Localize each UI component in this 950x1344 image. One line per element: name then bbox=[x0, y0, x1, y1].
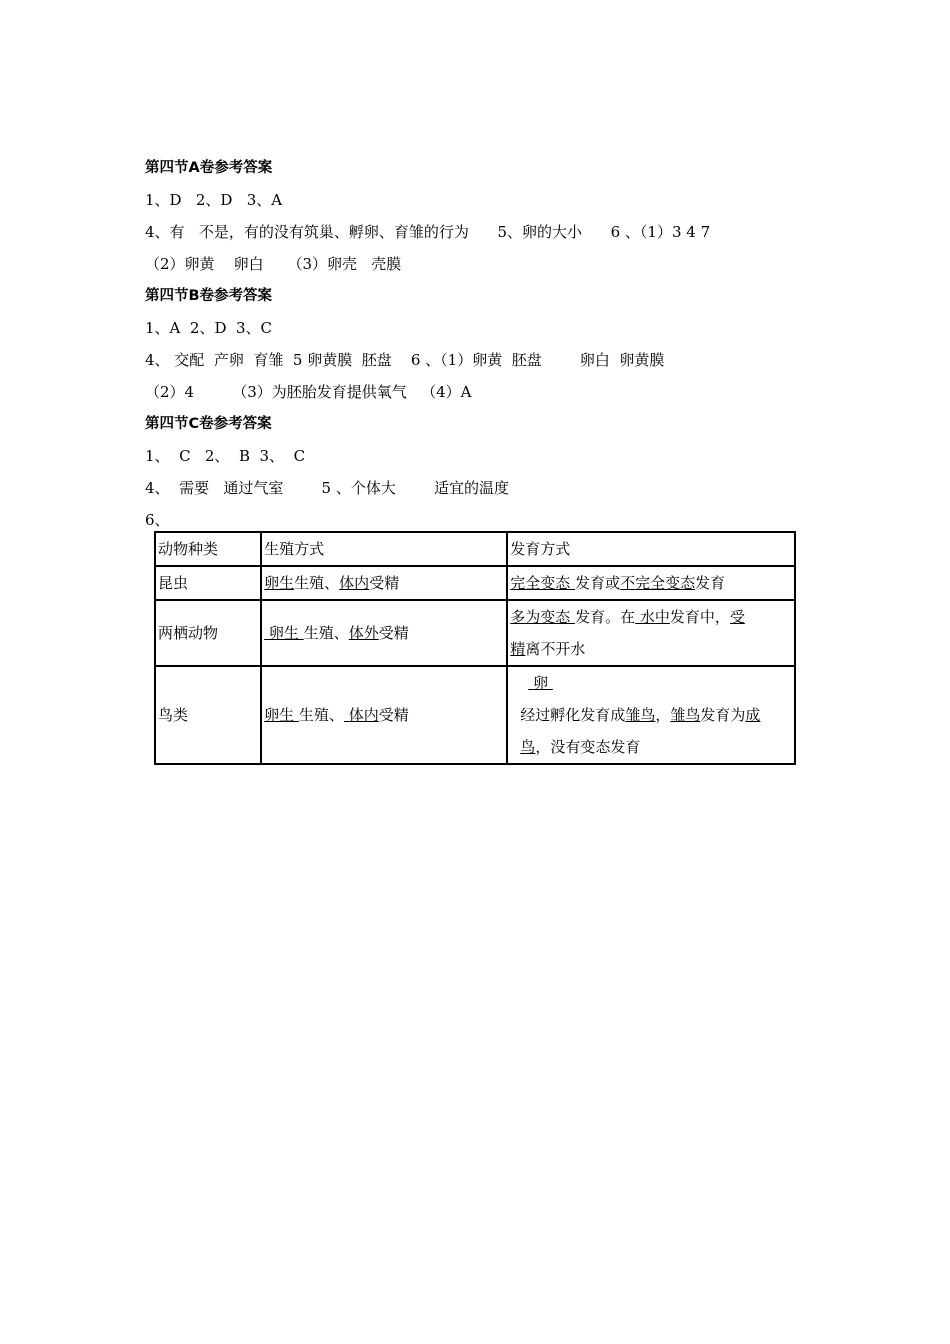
underline-text: 卵生 bbox=[264, 624, 304, 642]
cell-insect-development bbox=[507, 566, 795, 600]
cell-bird-reproduction bbox=[261, 666, 507, 764]
cell-line bbox=[510, 667, 792, 699]
cell-amphibian-reproduction bbox=[261, 600, 507, 666]
underline-text: 不完全变态 bbox=[620, 574, 696, 592]
cell-amphibian-name: 两栖动物 bbox=[155, 600, 261, 666]
cell-insect-reproduction bbox=[261, 566, 507, 600]
underline-text: 雏鸟 bbox=[670, 706, 701, 724]
cell-bird-name: 鸟类 bbox=[155, 666, 261, 764]
text: 经过孵化发育成 bbox=[520, 706, 626, 724]
cell-line bbox=[510, 601, 792, 633]
underline-text: 成 bbox=[745, 706, 761, 724]
text: 生殖、 bbox=[298, 706, 344, 724]
section-b-line-2: 4、 交配 产卵 育雏 5 卵黄膜 胚盘 6 、（1）卵黄 胚盘 卵白 卵黄膜 bbox=[145, 351, 665, 369]
text: ，没有变态发育 bbox=[535, 738, 641, 756]
section-c-heading: 第四节C卷参考答案 bbox=[145, 416, 272, 432]
section-a-line-2: 4、有 不是，有的没有筑巢、孵卵、育雏的行为 5、卵的大小 6 、（1）3 4 7 bbox=[145, 223, 711, 241]
section-c-line-1: 1、 C 2、 B 3、 C bbox=[145, 447, 306, 465]
section-a-heading: 第四节A卷参考答案 bbox=[145, 160, 273, 176]
text: 发育 bbox=[695, 574, 726, 592]
cell-amphibian-development bbox=[507, 600, 795, 666]
text: 发育。在 bbox=[575, 608, 636, 626]
section-b-line-3: （2）4 （3）为胚胎发育提供氧气 （4）A bbox=[145, 383, 472, 401]
section-a-line-3: （2）卵黄 卵白 （3）卵壳 壳膜 bbox=[145, 255, 402, 273]
cell-line bbox=[510, 731, 792, 763]
text: 受精 bbox=[378, 624, 409, 642]
underline-text: 鸟 bbox=[520, 738, 536, 756]
reproduction-table bbox=[154, 531, 796, 765]
section-c-line-2: 4、 需要 通过气室 5 、个体大 适宜的温度 bbox=[145, 479, 509, 497]
underline-text: 雏鸟 bbox=[625, 706, 656, 724]
section-c-line-3: 6、 bbox=[145, 511, 170, 529]
underline-text: 完全变态 bbox=[510, 574, 576, 592]
text: 发育中， bbox=[669, 608, 730, 626]
underline-text: 多为变态 bbox=[510, 608, 576, 626]
table-row-amphibian bbox=[155, 600, 795, 666]
cell-bird-development bbox=[507, 666, 795, 764]
section-b-line-1: 1、A 2、D 3、C bbox=[145, 319, 273, 337]
text: 生殖、 bbox=[294, 574, 340, 592]
text: ， bbox=[655, 706, 671, 724]
text: 发育为 bbox=[700, 706, 746, 724]
underline-text: 体内 bbox=[343, 706, 379, 724]
answer-document bbox=[145, 152, 805, 536]
table-row-insect bbox=[155, 566, 795, 600]
header-reproduction: 生殖方式 bbox=[261, 532, 507, 566]
underline-text: 体内 bbox=[339, 574, 370, 592]
text: 受精 bbox=[369, 574, 400, 592]
text: 离不开水 bbox=[525, 640, 586, 658]
underline-text: 水中 bbox=[635, 608, 670, 626]
underline-text: 体外 bbox=[348, 624, 379, 642]
text: 受精 bbox=[378, 706, 409, 724]
header-development: 发育方式 bbox=[507, 532, 795, 566]
text: 生殖、 bbox=[303, 624, 349, 642]
underline-text: 受 bbox=[729, 608, 745, 626]
table-header-row bbox=[155, 532, 795, 566]
underline-text: 卵 bbox=[528, 674, 553, 692]
section-a-line-1: 1、D 2、D 3、A bbox=[145, 191, 283, 209]
table-row-bird bbox=[155, 666, 795, 764]
text: 发育或 bbox=[575, 574, 621, 592]
underline-text: 精 bbox=[510, 640, 526, 658]
header-animal: 动物种类 bbox=[155, 532, 261, 566]
cell-line bbox=[510, 633, 792, 665]
section-b-heading: 第四节B卷参考答案 bbox=[145, 288, 273, 304]
cell-line bbox=[510, 699, 792, 731]
underline-text: 卵生 bbox=[264, 574, 295, 592]
underline-text: 卵生 bbox=[264, 706, 299, 724]
cell-insect-name: 昆虫 bbox=[155, 566, 261, 600]
